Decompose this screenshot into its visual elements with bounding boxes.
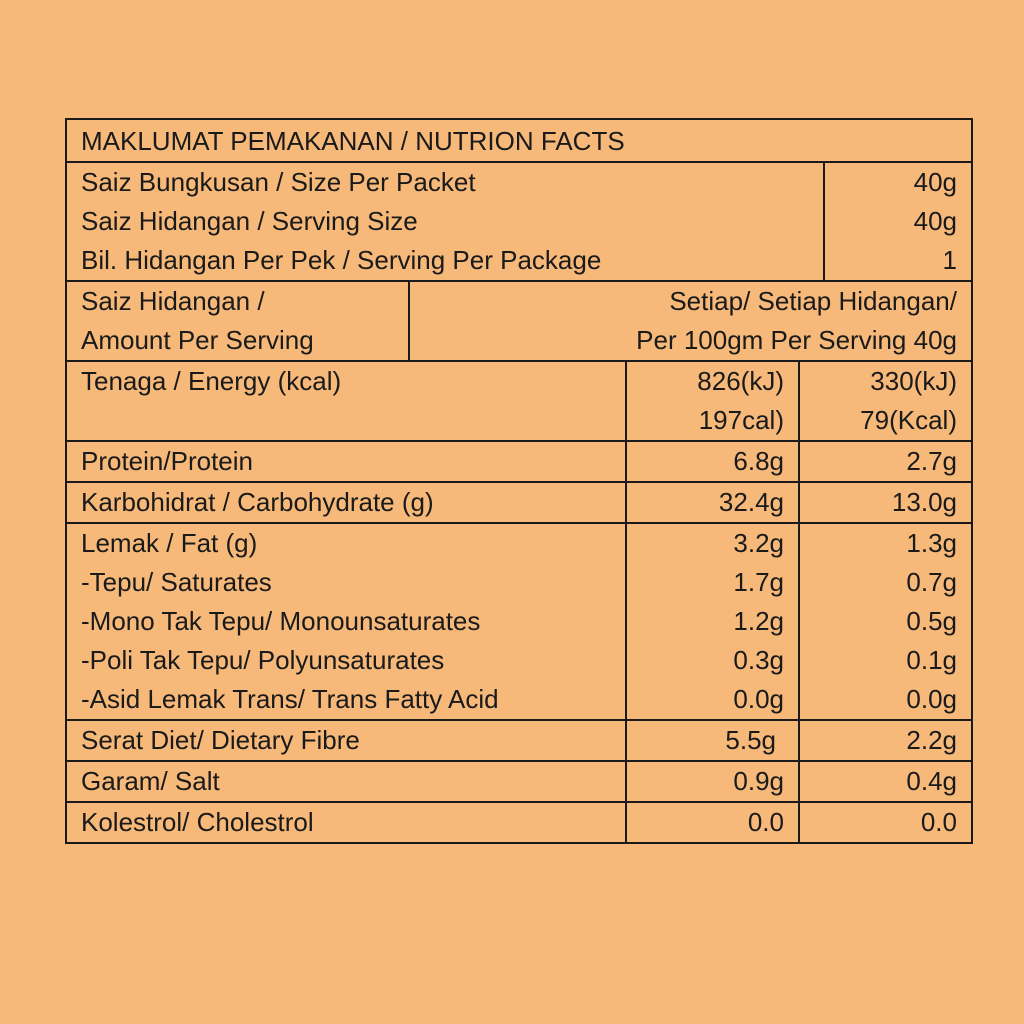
- saturates-perserving: 0.7g: [906, 567, 957, 597]
- cholesterol-perserving: 0.0: [920, 807, 957, 837]
- serving-size-value: 40g: [913, 206, 957, 236]
- polyunsaturates-per100: 0.3g: [733, 645, 784, 675]
- trans-fat-perserving: 0.0g: [906, 684, 957, 714]
- energy-per100-kj: 826(kJ): [697, 366, 784, 396]
- energy-perserving-cal: 79(Kcal): [860, 405, 957, 435]
- carbohydrate-row: [67, 483, 971, 524]
- energy-per100-cal: 197cal): [698, 405, 784, 435]
- fibre-perserving: 2.2g: [906, 725, 957, 755]
- fat-per100-values: [627, 524, 800, 719]
- amount-header-columns-line1: Setiap/ Setiap Hidangan/: [669, 286, 957, 316]
- amount-header-label-line1: Saiz Hidangan /: [81, 286, 265, 316]
- energy-row: [67, 362, 971, 442]
- table-title: MAKLUMAT PEMAKANAN / NUTRION FACTS: [81, 126, 625, 156]
- salt-perserving: 0.4g: [906, 766, 957, 796]
- energy-per100-cell: [627, 362, 800, 440]
- saturates-per100: 1.7g: [733, 567, 784, 597]
- servings-per-package-value: 1: [942, 245, 957, 275]
- monounsaturates-perserving: 0.5g: [906, 606, 957, 636]
- protein-label: Protein/Protein: [67, 442, 627, 481]
- cholesterol-per100: 0.0: [627, 803, 800, 842]
- energy-perserving-cell: [800, 362, 971, 440]
- packet-info-values: [825, 163, 971, 280]
- fibre-label: Serat Diet/ Dietary Fibre: [67, 721, 627, 760]
- cholesterol-row: [67, 803, 971, 842]
- protein-perserving: 2.7g: [906, 446, 957, 476]
- servings-per-package-label: Bil. Hidangan Per Pek / Serving Per Package: [81, 245, 602, 275]
- packet-info-row: [67, 163, 971, 282]
- saturates-label: -Tepu/ Saturates: [81, 567, 272, 597]
- fat-per100: 3.2g: [733, 528, 784, 558]
- cholesterol-label: Kolestrol/ Cholestrol: [67, 803, 627, 842]
- fat-label: Lemak / Fat (g): [81, 528, 258, 558]
- monounsaturates-per100: 1.2g: [733, 606, 784, 636]
- packet-info-labels: [67, 163, 825, 280]
- trans-fat-label: -Asid Lemak Trans/ Trans Fatty Acid: [81, 684, 499, 714]
- amount-header-columns: [410, 282, 971, 360]
- fat-row: [67, 524, 971, 721]
- size-per-packet-label: Saiz Bungkusan / Size Per Packet: [81, 167, 476, 197]
- salt-row: [67, 762, 971, 803]
- carbohydrate-perserving: 13.0g: [891, 487, 957, 517]
- salt-per100: 0.9g: [627, 762, 800, 801]
- trans-fat-per100: 0.0g: [733, 684, 784, 714]
- energy-label: Tenaga / Energy (kcal): [81, 366, 342, 396]
- monounsaturates-label: -Mono Tak Tepu/ Monounsaturates: [81, 606, 481, 636]
- polyunsaturates-perserving: 0.1g: [906, 645, 957, 675]
- protein-per100: 6.8g: [627, 442, 800, 481]
- fat-perserving: 1.3g: [906, 528, 957, 558]
- carbohydrate-label: Karbohidrat / Carbohydrate (g): [67, 483, 627, 522]
- carbohydrate-per100: 32.4g: [627, 483, 800, 522]
- amount-header-label: [67, 282, 410, 360]
- serving-size-label: Saiz Hidangan / Serving Size: [81, 206, 418, 236]
- nutrition-facts-table: [65, 118, 973, 844]
- amount-header-row: [67, 282, 971, 362]
- energy-perserving-kj: 330(kJ): [870, 366, 957, 396]
- energy-label-cell: [67, 362, 627, 440]
- protein-row: [67, 442, 971, 483]
- polyunsaturates-label: -Poli Tak Tepu/ Polyunsaturates: [81, 645, 445, 675]
- fibre-row: [67, 721, 971, 762]
- fat-labels: [67, 524, 627, 719]
- fat-perserving-values: [800, 524, 971, 719]
- salt-label: Garam/ Salt: [67, 762, 627, 801]
- table-title-row: [67, 120, 971, 163]
- size-per-packet-value: 40g: [913, 167, 957, 197]
- amount-header-columns-line2: Per 100gm Per Serving 40g: [636, 325, 957, 355]
- amount-header-label-line2: Amount Per Serving: [81, 325, 314, 355]
- fibre-per100: 5.5g: [627, 721, 800, 760]
